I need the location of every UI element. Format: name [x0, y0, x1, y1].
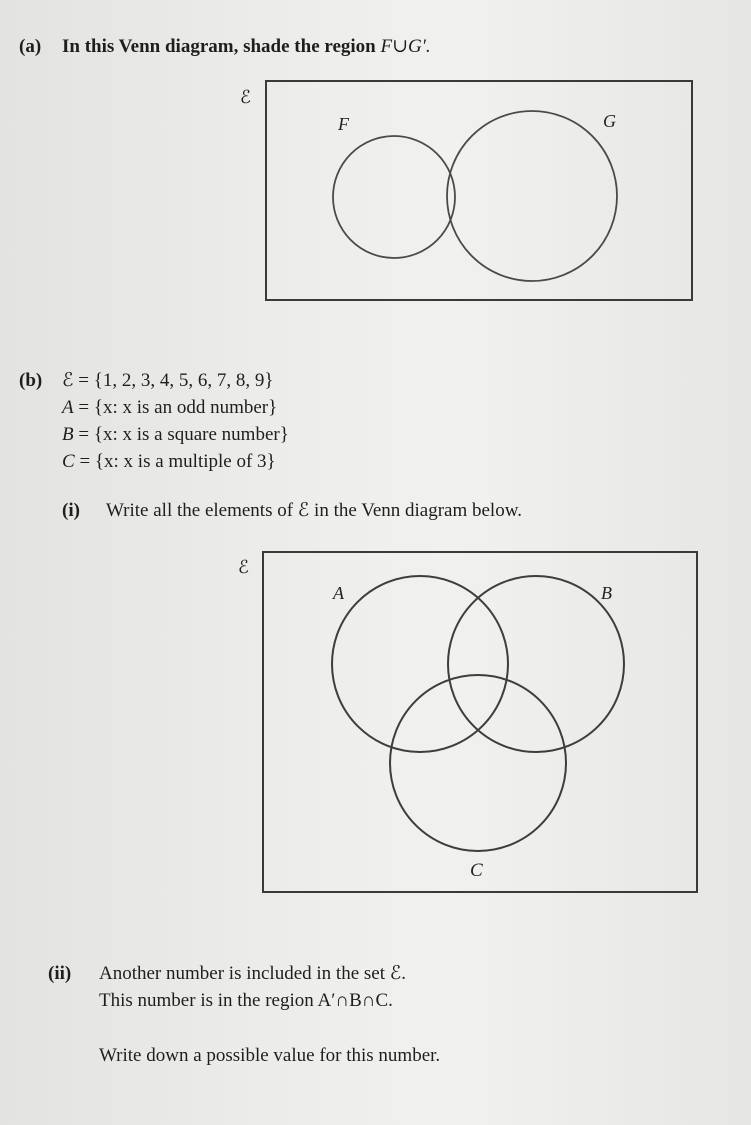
label-b: B: [601, 583, 612, 603]
label-a: A: [333, 583, 344, 603]
definition-b-rest: = {x: x is a square number}: [73, 424, 289, 445]
label-f: F: [338, 114, 349, 134]
definition-a-rest: = {x: x is an odd number}: [73, 397, 278, 418]
sub-ii-marker: (ii): [48, 963, 72, 984]
universal-rect-b: [263, 552, 697, 892]
universal-set-label-b: ℰ: [238, 557, 249, 577]
definition-c-symbol: C: [62, 451, 75, 472]
circle-c: [390, 675, 566, 851]
part-a-text: In this Venn diagram, shade the region: [62, 36, 376, 57]
sub-i-marker: (i): [62, 500, 80, 521]
sub-i-text: Write all the elements of ℰ in the Venn diagram below.: [106, 500, 522, 521]
sub-ii-line-2: This number is in the region A′∩B∩C.: [99, 990, 393, 1011]
definition-b-symbol: B: [62, 424, 74, 445]
part-a-marker: (a): [19, 36, 42, 57]
sub-ii-line-1: Another number is included in the set ℰ.: [99, 963, 406, 984]
part-b-marker: (b): [19, 370, 43, 391]
definition-universal-symbol: ℰ: [62, 370, 74, 391]
circle-b: [448, 576, 624, 752]
label-g: G: [603, 111, 616, 131]
universal-set-label-a: ℰ: [240, 87, 251, 107]
definition-universal-rest: = {1, 2, 3, 4, 5, 6, 7, 8, 9}: [73, 370, 274, 391]
circle-a: [332, 576, 508, 752]
definition-a-symbol: A: [62, 397, 74, 418]
sub-ii-line-3: Write down a possible value for this number.: [99, 1045, 441, 1066]
definition-c-rest: = {x: x is a multiple of 3}: [74, 451, 276, 472]
part-a-region: F∪G′.: [380, 36, 431, 57]
label-c: C: [470, 860, 483, 881]
